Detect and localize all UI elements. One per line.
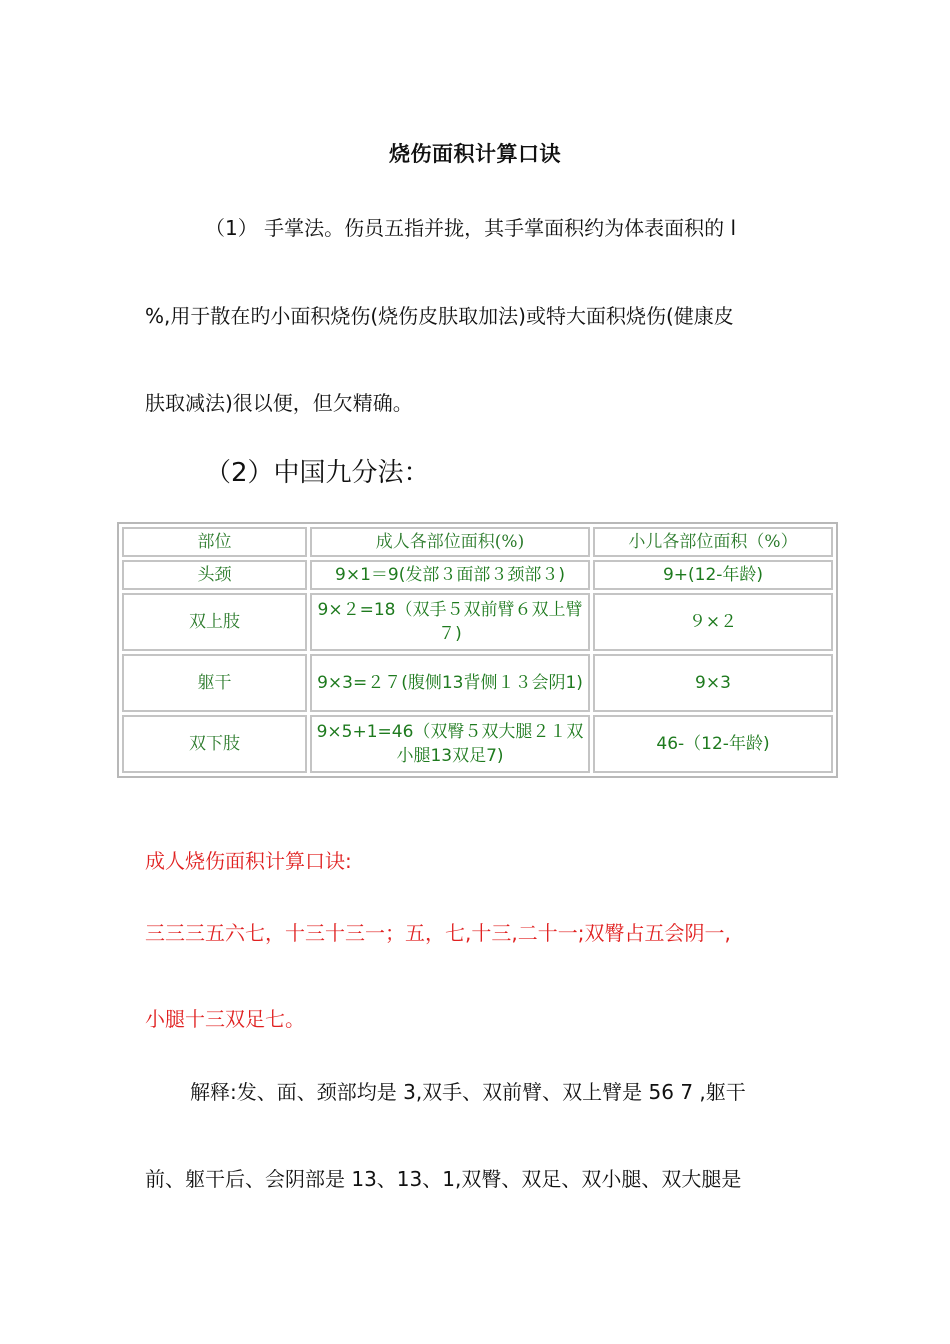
red-formula-line1: 三三三五六七，十三十三一；五，七,十三,二十一;双臀占五会阴一,	[145, 921, 731, 945]
burn-area-table	[117, 522, 838, 778]
red-formula-line2: 小腿十三双足七。	[145, 1007, 305, 1031]
table-cell-body-part: 双下肢	[122, 715, 307, 773]
paragraph-palm-method-line3: 肤取减法)很以便，但欠精确。	[145, 391, 413, 415]
table-cell-child-area: ９×２	[593, 593, 833, 651]
table-cell-adult-area: 9×5+1=46（双臀５双大腿２１双小腿13双足7)	[310, 715, 590, 773]
table-cell-body-part: 头颈	[122, 560, 307, 590]
table-header-cell: 小儿各部位面积（%）	[593, 527, 833, 557]
table-cell-child-area: 9×3	[593, 654, 833, 712]
table-row	[122, 654, 833, 712]
explanation-line1: 解释:发、面、颈部均是 3,双手、双前臂、双上臂是 56 7 ,躯干	[190, 1080, 746, 1104]
table-cell-body-part: 躯干	[122, 654, 307, 712]
table-cell-adult-area: 9×２=18（双手５双前臂６双上臂７)	[310, 593, 590, 651]
paragraph-palm-method-line1: （1） 手掌法。伤员五指并拢，其手掌面积约为体表面积的 l	[205, 216, 736, 240]
table-cell-adult-area: 9×3=２７(腹侧13背侧１３会阴1)	[310, 654, 590, 712]
table-row	[122, 715, 833, 773]
table-cell-body-part: 双上肢	[122, 593, 307, 651]
document-title: 烧伤面积计算口诀	[389, 142, 561, 166]
table-cell-child-area: 9+(12-年龄)	[593, 560, 833, 590]
table-row	[122, 560, 833, 590]
red-heading-adult-formula: 成人烧伤面积计算口诀:	[145, 849, 352, 873]
paragraph-palm-method-line2: %,用于散在旳小面积烧伤(烧伤皮肤取加法)或特大面积烧伤(健康皮	[145, 304, 734, 328]
section-heading-nine-rule: （2）中国九分法：	[205, 458, 430, 488]
explanation-line2: 前、躯干后、会阴部是 13、13、1,双臀、双足、双小腿、双大腿是	[145, 1167, 742, 1191]
table-header-cell: 部位	[122, 527, 307, 557]
table-row	[122, 593, 833, 651]
table-header-row	[122, 527, 833, 557]
table-cell-adult-area: 9×1＝9(发部３面部３颈部３)	[310, 560, 590, 590]
table-cell-child-area: 46-（12-年龄)	[593, 715, 833, 773]
table-header-cell: 成人各部位面积(%)	[310, 527, 590, 557]
